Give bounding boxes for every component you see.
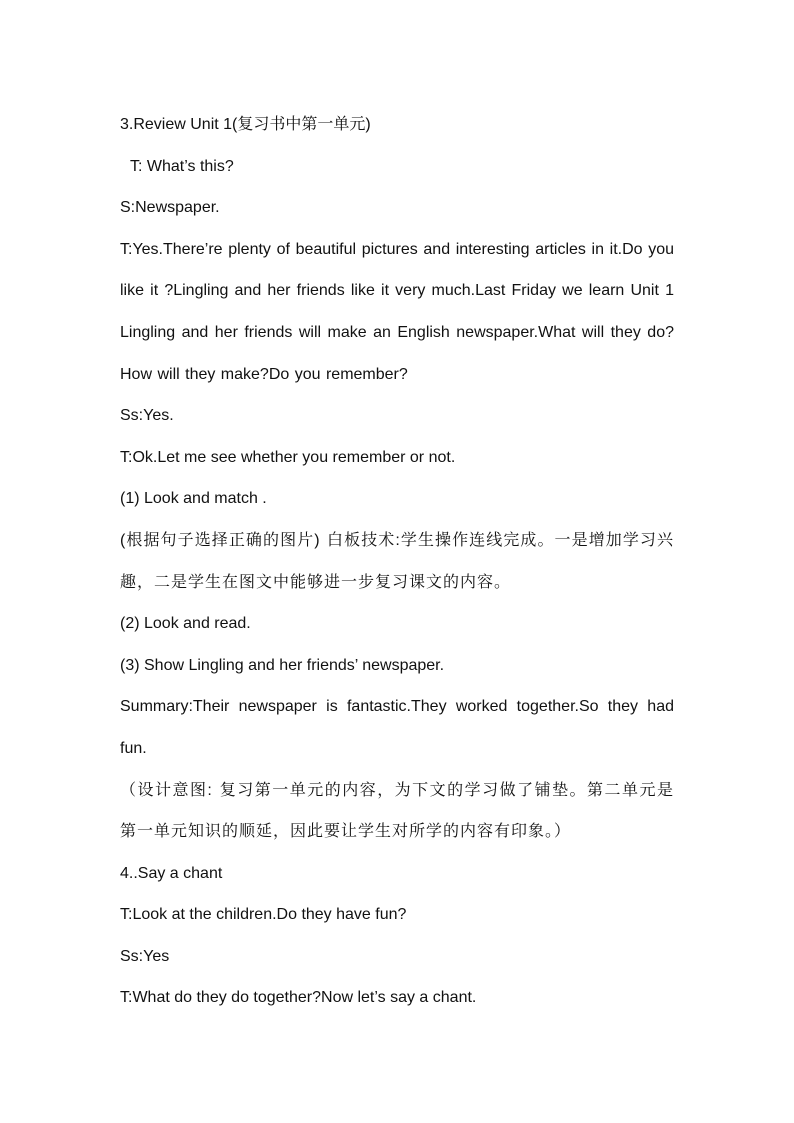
dialogue-line: T:Ok.Let me see whether you remember or not. (120, 448, 456, 466)
dialogue-line: T:What do they do together?Now let’s say a chant. (120, 989, 477, 1007)
teaching-note-paragraph: (根据句子选择正确的图片) 白板技术:学生操作连线完成。一是增加学习兴趣，二是学生在图文中能够进一步复习课文的内容。 (120, 531, 674, 591)
activity-item: (1) Look and match . (120, 490, 267, 508)
activity-item: (2) Look and read. (120, 615, 251, 633)
summary-paragraph: Summary:Their newspaper is fantastic.They worked together.So they had fun. (120, 698, 674, 757)
section-heading-say-a-chant: 4..Say a chant (120, 864, 223, 882)
activity-item: (3) Show Lingling and her friends’ newspaper. (120, 656, 445, 674)
dialogue-line: Ss:Yes (120, 947, 170, 965)
dialogue-line: Ss:Yes. (120, 407, 174, 425)
dialogue-line: T: What’s this? (130, 157, 234, 175)
dialogue-paragraph: T:Yes.There’re plenty of beautiful pictures and interesting articles in it.Do you like it ?Lingling and her friends like it very much.Last Friday we learn Unit 1 Lingling and her friends will make an English newspaper.What will they do?How will they make?Do you remember? (120, 240, 674, 383)
section-heading-review-unit-1: 3.Review Unit 1(复习书中第一单元) (120, 116, 371, 133)
dialogue-line: T:Look at the children.Do they have fun? (120, 906, 407, 924)
document-body (120, 104, 674, 1019)
dialogue-line: S:Newspaper. (120, 199, 220, 217)
design-intent-paragraph: （设计意图: 复习第一单元的内容，为下文的学习做了铺垫。第二单元是第一单元知识的顺延，因此要让学生对所学的内容有印象。） (120, 781, 674, 841)
